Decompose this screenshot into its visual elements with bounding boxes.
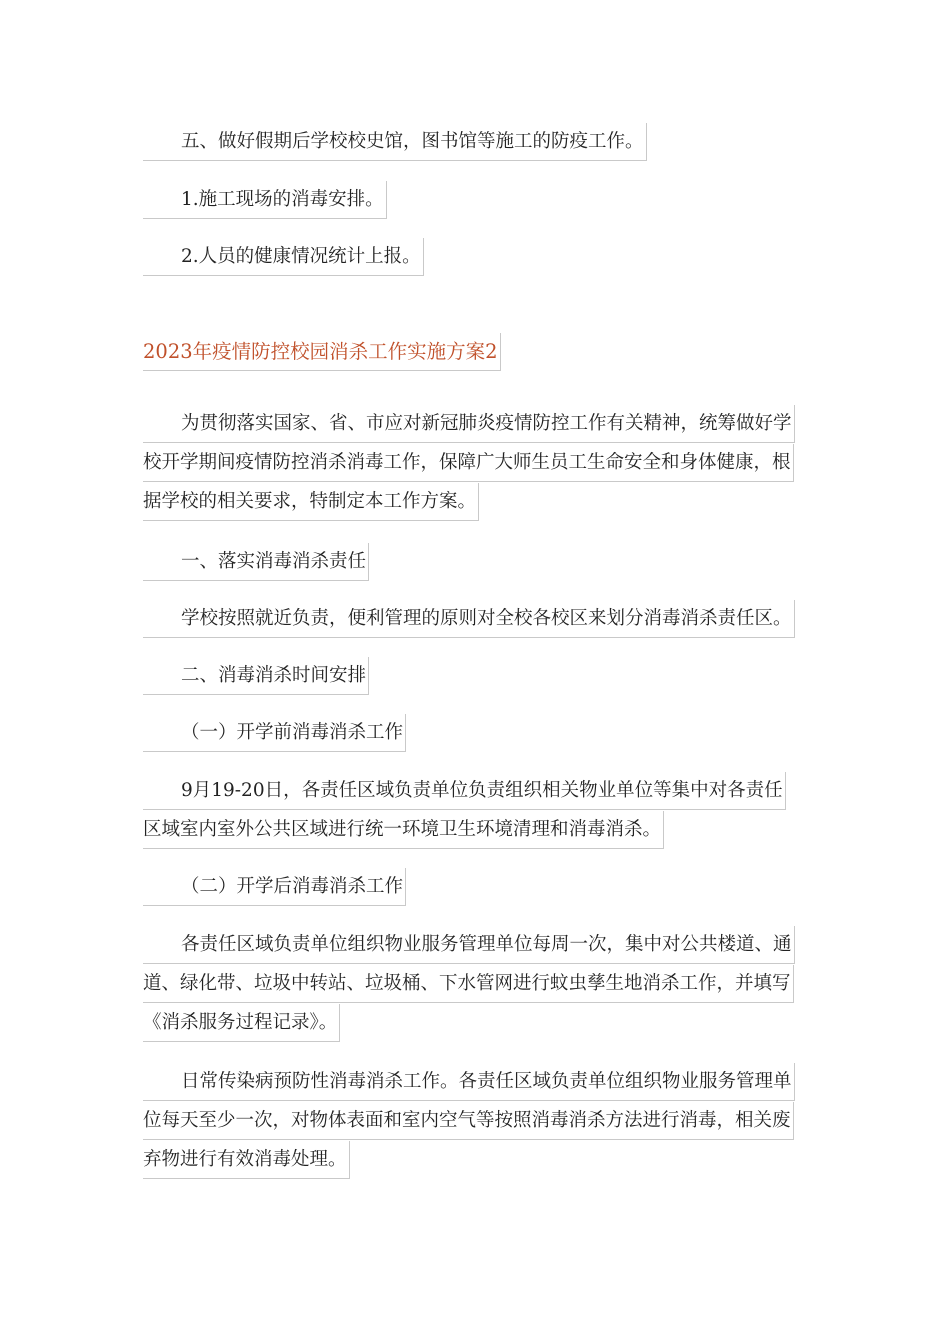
paragraph-line: 学校按照就近负责，便利管理的原则对全校各校区来划分消毒消杀责任区。 (143, 600, 795, 638)
paragraph-line: 五、做好假期后学校校史馆，图书馆等施工的防疫工作。 (143, 123, 647, 161)
paragraph-line: 一、落实消毒消杀责任 (143, 543, 369, 581)
paragraph-item-2 (143, 237, 424, 276)
paragraph-subheading-2 (143, 867, 406, 906)
paragraph-line: 区域室内室外公共区域进行统一环境卫生环境清理和消毒消杀。 (143, 811, 664, 849)
paragraph-line: 1.施工现场的消毒安排。 (143, 181, 387, 219)
paragraph-line: 弃物进行有效消毒处理。 (143, 1141, 350, 1179)
paragraph-heading-two (143, 656, 369, 695)
paragraph-heading-one (143, 542, 369, 581)
paragraph-line: 校开学期间疫情防控消杀消毒工作，保障广大师生员工生命安全和身体健康，根 (143, 444, 794, 482)
paragraph-line: 日常传染病预防性消毒消杀工作。各责任区域负责单位组织物业服务管理单 (143, 1063, 795, 1101)
paragraph-before-school (143, 771, 786, 849)
paragraph-line: 2.人员的健康情况统计上报。 (143, 238, 424, 276)
paragraph-line: 位每天至少一次，对物体表面和室内空气等按照消毒消杀方法进行消毒，相关废 (143, 1102, 794, 1140)
paragraph-line: 9月19-20日，各责任区域负责单位负责组织相关物业单位等集中对各责任 (143, 772, 786, 810)
paragraph-line: 据学校的相关要求，特制定本工作方案。 (143, 483, 479, 521)
heading-text: 2023年疫情防控校园消杀工作实施方案2 (143, 333, 501, 371)
paragraph-line: （二）开学后消毒消杀工作 (143, 868, 406, 906)
section-heading (143, 333, 501, 372)
paragraph-line: 各责任区域负责单位组织物业服务管理单位每周一次，集中对公共楼道、通 (143, 926, 795, 964)
paragraph-daily (143, 1062, 795, 1179)
paragraph-line: 为贯彻落实国家、省、市应对新冠肺炎疫情防控工作有关精神，统筹做好学 (143, 405, 795, 443)
paragraph-line: 道、绿化带、垃圾中转站、垃圾桶、下水管网进行蚊虫孳生地消杀工作，并填写 (143, 965, 794, 1003)
paragraph-responsibility (143, 599, 795, 638)
paragraph-weekly (143, 925, 795, 1042)
paragraph-line: （一）开学前消毒消杀工作 (143, 714, 406, 752)
paragraph-line: 《消杀服务过程记录》。 (143, 1004, 340, 1042)
paragraph-intro (143, 404, 795, 521)
paragraph-line: 二、消毒消杀时间安排 (143, 657, 369, 695)
paragraph-section-five (143, 122, 647, 161)
paragraph-subheading-1 (143, 713, 406, 752)
paragraph-item-1 (143, 180, 387, 219)
